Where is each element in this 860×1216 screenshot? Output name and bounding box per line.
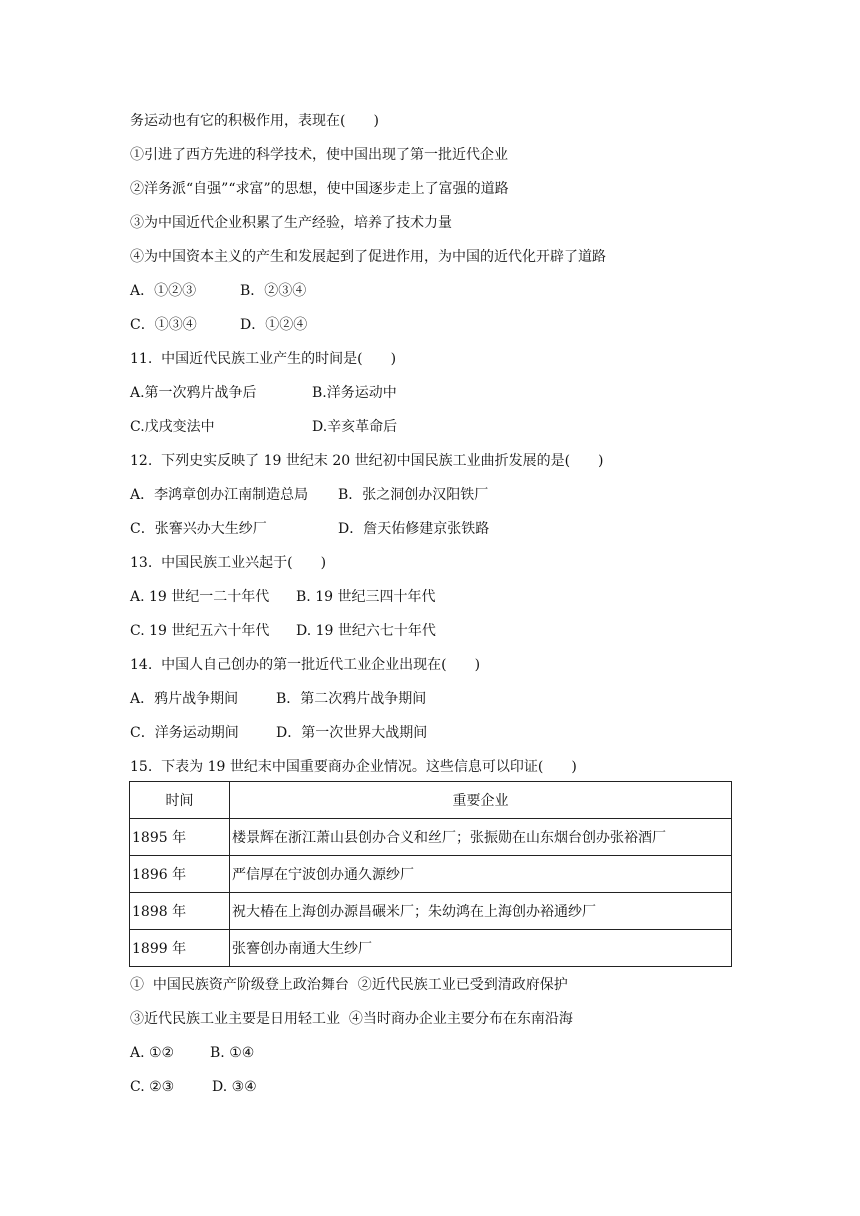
question-12: 12. 下列史实反映了 19 世纪末 20 世纪初中国民族工业曲折发展的是( ) (130, 453, 604, 469)
q13-option-b: B. 19 世纪三四十年代 (296, 589, 436, 605)
q11-option-a: A.第一次鸦片战争后 (130, 385, 257, 401)
table-row (130, 893, 732, 930)
question-14: 14. 中国人自己创办的第一批近代工业企业出现在( ) (130, 657, 481, 673)
q10-option-a: A．①②③ (130, 283, 197, 299)
q12-option-b: B．张之洞创办汉阳铁厂 (338, 487, 489, 503)
table-header-time: 时间 (130, 782, 230, 819)
table-cell-enterprise: 祝大椿在上海创办源昌碾米厂；朱幼鸿在上海创办裕通纱厂 (230, 893, 732, 930)
q13-option-d: D. 19 世纪六七十年代 (296, 623, 436, 639)
table-row (130, 856, 732, 893)
q11-option-d: D.辛亥革命后 (312, 419, 398, 435)
question-15: 15. 下表为 19 世纪末中国重要商办企业情况。这些信息可以印证( ) (130, 759, 577, 775)
statement-3: ③为中国近代企业积累了生产经验，培养了技术力量 (130, 215, 452, 231)
q13-option-a: A. 19 世纪一二十年代 (130, 589, 270, 605)
q10-option-c: C．①③④ (130, 317, 197, 333)
table-header-row (130, 782, 732, 819)
q13-option-c: C. 19 世纪五六十年代 (130, 623, 270, 639)
q15-option-c: C. ②③ (130, 1079, 175, 1095)
statement-1: ①引进了西方先进的科学技术，使中国出现了第一批近代企业 (130, 147, 508, 163)
question-11: 11. 中国近代民族工业产生的时间是( ) (130, 351, 397, 367)
table-cell-year: 1896 年 (130, 856, 230, 893)
q10-option-b: B．②③④ (240, 283, 307, 299)
enterprise-table (129, 781, 732, 967)
table-cell-enterprise: 张謇创办南通大生纱厂 (230, 930, 732, 967)
q14-option-b: B．第二次鸦片战争期间 (276, 691, 427, 707)
q15-option-b: B. ①④ (210, 1045, 255, 1061)
table-cell-year: 1895 年 (130, 819, 230, 856)
table-header-enterprise: 重要企业 (230, 782, 732, 819)
table-row (130, 930, 732, 967)
q15-option-d: D. ③④ (212, 1079, 257, 1095)
table-cell-year: 1898 年 (130, 893, 230, 930)
table-row (130, 819, 732, 856)
question-13: 13. 中国民族工业兴起于( ) (130, 555, 327, 571)
q15-statements-1-2: ① 中国民族资产阶级登上政治舞台 ②近代民族工业已受到清政府保护 (130, 977, 568, 993)
table-cell-enterprise: 楼景辉在浙江萧山县创办合义和丝厂；张振勋在山东烟台创办张裕酒厂 (230, 819, 732, 856)
q15-statements-3-4: ③近代民族工业主要是日用轻工业 ④当时商办企业主要分布在东南沿海 (130, 1011, 573, 1027)
q11-option-c: C.戊戌变法中 (130, 419, 215, 435)
statement-4: ④为中国资本主义的产生和发展起到了促进作用，为中国的近代化开辟了道路 (130, 249, 606, 265)
q12-option-a: A．李鸿章创办江南制造总局 (130, 487, 309, 503)
statement-2: ②洋务派“自强”“求富”的思想，使中国逐步走上了富强的道路 (130, 181, 509, 197)
table-cell-enterprise: 严信厚在宁波创办通久源纱厂 (230, 856, 732, 893)
q12-option-d: D．詹天佑修建京张铁路 (338, 521, 490, 537)
q15-options-row-2 (130, 1077, 257, 1137)
q12-option-c: C．张謇兴办大生纱厂 (130, 521, 267, 537)
q14-option-d: D．第一次世界大战期间 (276, 725, 428, 741)
q10-option-d: D．①②④ (240, 317, 308, 333)
question-10-stem: 务运动也有它的积极作用，表现在( ) (130, 113, 379, 129)
q14-option-c: C．洋务运动期间 (130, 725, 239, 741)
q15-option-a: A. ①② (130, 1045, 175, 1061)
table-cell-year: 1899 年 (130, 930, 230, 967)
q11-option-b: B.洋务运动中 (312, 385, 397, 401)
q14-option-a: A．鸦片战争期间 (130, 691, 239, 707)
